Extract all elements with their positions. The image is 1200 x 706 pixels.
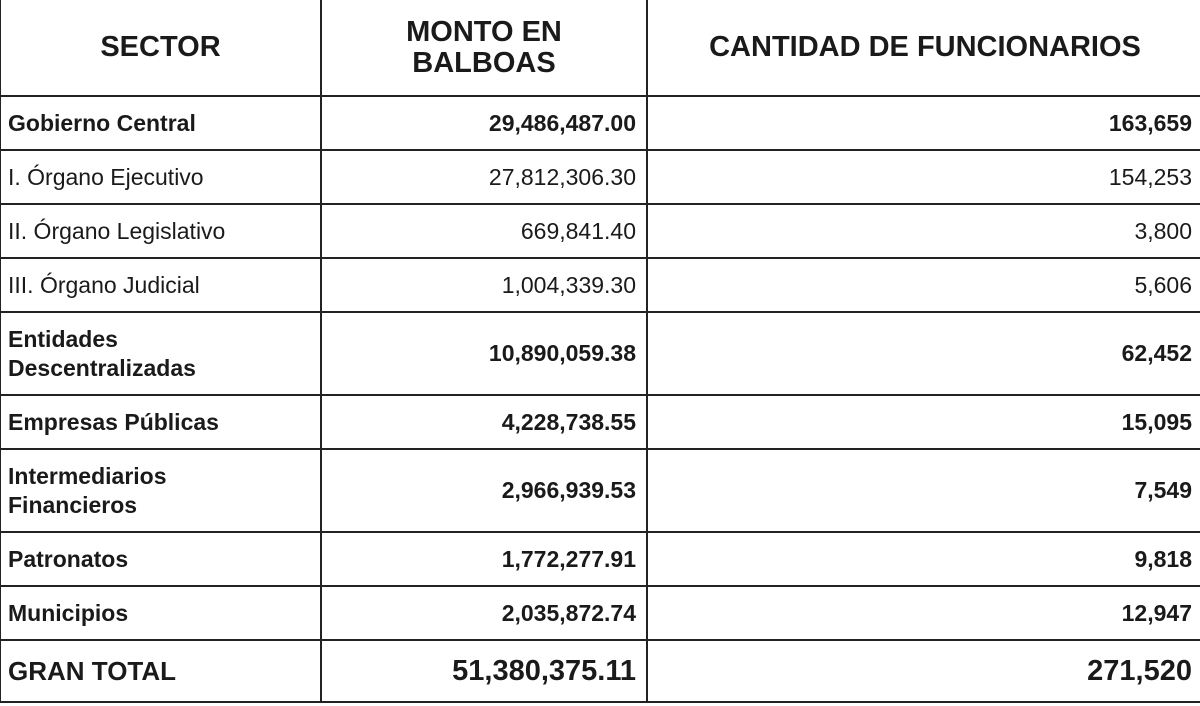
sector-cell: II. Órgano Legislativo bbox=[0, 204, 321, 258]
total-label: GRAN TOTAL bbox=[0, 640, 321, 702]
table-row bbox=[0, 258, 1200, 312]
sector-cell: Gobierno Central bbox=[0, 96, 321, 150]
sector-cell: Municipios bbox=[0, 586, 321, 640]
header-row bbox=[0, 0, 1200, 96]
table-row bbox=[0, 150, 1200, 204]
monto-cell: 1,772,277.91 bbox=[321, 532, 647, 586]
sector-text: Intermediarios Financieros bbox=[8, 462, 167, 518]
monto-cell: 2,035,872.74 bbox=[321, 586, 647, 640]
cantidad-cell: 5,606 bbox=[647, 258, 1200, 312]
cantidad-cell: 163,659 bbox=[647, 96, 1200, 150]
sector-cell: Empresas Públicas bbox=[0, 395, 321, 449]
table-row bbox=[0, 449, 1200, 532]
sector-cell: Patronatos bbox=[0, 532, 321, 586]
total-row bbox=[0, 640, 1200, 702]
sector-text: Entidades Descentralizadas bbox=[8, 325, 196, 381]
cantidad-cell: 15,095 bbox=[647, 395, 1200, 449]
header-cantidad: CANTIDAD DE FUNCIONARIOS bbox=[647, 0, 1200, 96]
sector-cell bbox=[0, 312, 321, 395]
monto-cell: 1,004,339.30 bbox=[321, 258, 647, 312]
cantidad-cell: 154,253 bbox=[647, 150, 1200, 204]
table-row bbox=[0, 532, 1200, 586]
monto-cell: 669,841.40 bbox=[321, 204, 647, 258]
sector-cell: III. Órgano Judicial bbox=[0, 258, 321, 312]
table-row bbox=[0, 96, 1200, 150]
table-row bbox=[0, 395, 1200, 449]
cantidad-cell: 3,800 bbox=[647, 204, 1200, 258]
monto-cell: 27,812,306.30 bbox=[321, 150, 647, 204]
sector-cell: I. Órgano Ejecutivo bbox=[0, 150, 321, 204]
monto-cell: 29,486,487.00 bbox=[321, 96, 647, 150]
cantidad-cell: 12,947 bbox=[647, 586, 1200, 640]
total-cantidad: 271,520 bbox=[647, 640, 1200, 702]
total-monto: 51,380,375.11 bbox=[321, 640, 647, 702]
header-sector: SECTOR bbox=[0, 0, 321, 96]
table-row bbox=[0, 204, 1200, 258]
monto-cell: 10,890,059.38 bbox=[321, 312, 647, 395]
monto-cell: 2,966,939.53 bbox=[321, 449, 647, 532]
header-monto-text: MONTO EN BALBOAS bbox=[406, 15, 562, 79]
table-row bbox=[0, 312, 1200, 395]
table-row bbox=[0, 586, 1200, 640]
cantidad-cell: 9,818 bbox=[647, 532, 1200, 586]
cantidad-cell: 7,549 bbox=[647, 449, 1200, 532]
sector-cell bbox=[0, 449, 321, 532]
monto-cell: 4,228,738.55 bbox=[321, 395, 647, 449]
cantidad-cell: 62,452 bbox=[647, 312, 1200, 395]
header-monto bbox=[321, 0, 647, 96]
